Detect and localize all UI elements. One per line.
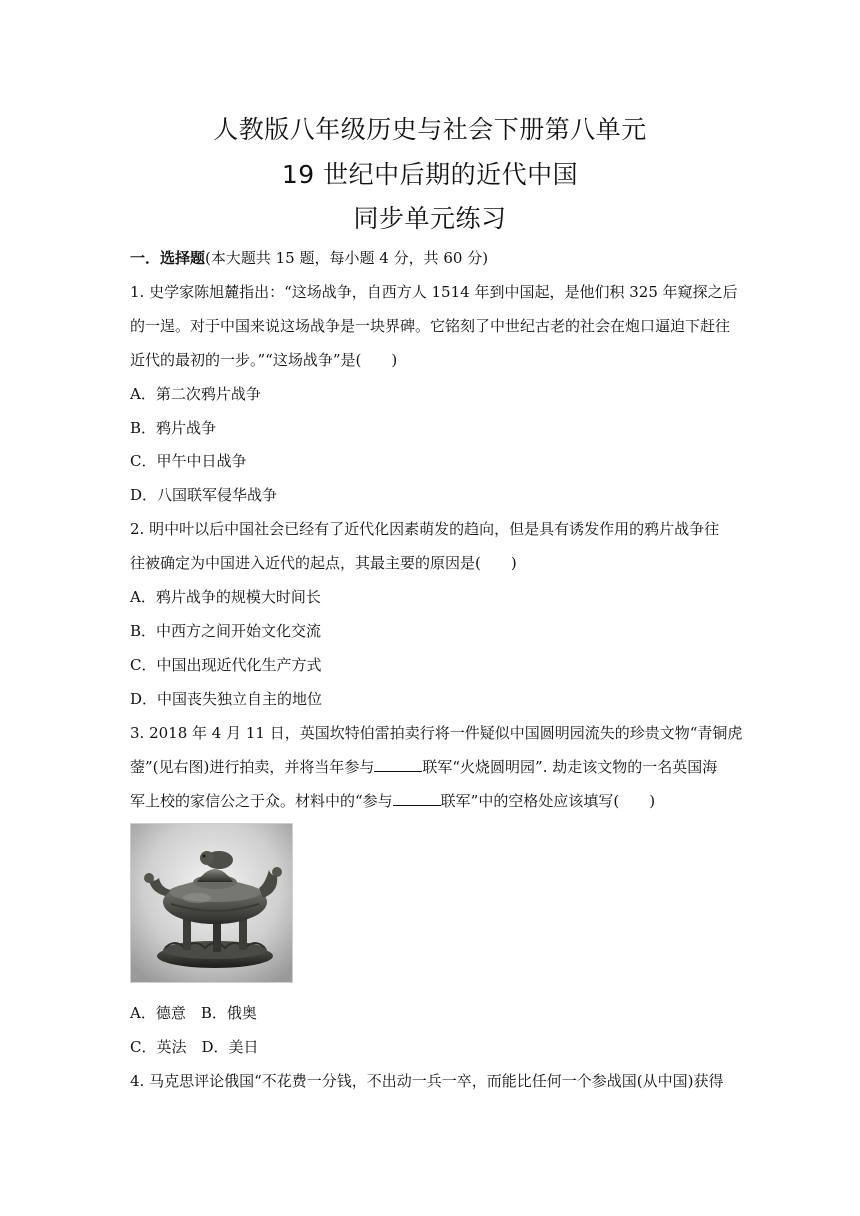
title-line-3: 同步单元练习 bbox=[353, 204, 507, 233]
q3-line2-text-b: 联军“火烧圆明园”. 劫走该文物的一名英国海 bbox=[422, 758, 718, 776]
fill-blank bbox=[393, 791, 441, 806]
q3-stem-line-2 bbox=[130, 757, 740, 777]
q3-options-row-1: A．德意 B．俄奥 bbox=[130, 1004, 257, 1022]
fill-blank bbox=[374, 757, 422, 772]
q1-stem-line-1: 1. 史学家陈旭麓指出：“这场战争，自西方人 1514 年到中国起，是他们积 325 年窥探之后 bbox=[130, 283, 738, 301]
q2-option-a: A．鸦片战争的规模大时间长 bbox=[130, 588, 321, 606]
title-line-1: 人教版八年级历史与社会下册第八单元 bbox=[213, 115, 647, 144]
q1-option-a: A．第二次鸦片战争 bbox=[130, 385, 261, 403]
q1-option-d: D．八国联军侵华战争 bbox=[130, 486, 278, 504]
q1-stem-line-3: 近代的最初的一步。”“这场战争”是( ) bbox=[130, 351, 398, 369]
q3-stem-line-3 bbox=[130, 791, 740, 811]
q3-options-row-2: C．英法 D．美日 bbox=[130, 1038, 259, 1056]
q1-stem-line-2: 的一逞。对于中国来说这场战争是一块界碑。它铭刻了中世纪古老的社会在炮口逼迫下赶往 bbox=[130, 317, 731, 335]
section-label: 一．选择题 bbox=[130, 249, 206, 267]
q2-option-c: C．中国出现近代化生产方式 bbox=[130, 656, 322, 674]
q1-option-b: B．鸦片战争 bbox=[130, 419, 217, 437]
q3-line3-text-b: 联军”中的空格处应该填写( ) bbox=[440, 792, 656, 810]
q3-line2-text-a: 蓥”(见右图)进行拍卖，并将当年参与 bbox=[130, 758, 375, 776]
q3-stem-line-1: 3. 2018 年 4 月 11 日，英国坎特伯雷拍卖行将一件疑似中国圆明园流失的珍贵文物“青铜虎 bbox=[130, 724, 743, 742]
title-line-2: 19 世纪中后期的近代中国 bbox=[281, 160, 579, 189]
q1-option-c: C．甲午中日战争 bbox=[130, 452, 247, 470]
section-note: (本大题共 15 题，每小题 4 分，共 60 分) bbox=[205, 249, 489, 267]
q3-line3-text-a: 军上校的家信公之于众。材料中的“参与 bbox=[130, 792, 393, 810]
bronze-tiger-vessel-illustration bbox=[131, 824, 293, 983]
q2-option-b: B．中西方之间开始文化交流 bbox=[130, 622, 322, 640]
q2-stem-line-2: 往被确定为中国进入近代的起点，其最主要的原因是( ) bbox=[130, 554, 517, 572]
section-heading bbox=[130, 248, 740, 268]
q2-stem-line-1: 2. 明中叶以后中国社会已经有了近代化因素萌发的趋向，但是具有诱发作用的鸦片战争往 bbox=[130, 520, 720, 538]
bronze-vessel-photo bbox=[130, 823, 293, 983]
q2-option-d: D．中国丧失独立自主的地位 bbox=[130, 690, 323, 708]
q4-stem-line-1: 4. 马克思评论俄国“不花费一分钱，不出动一兵一卒，而能比任何一个参战国(从中国)获得 bbox=[130, 1072, 724, 1090]
